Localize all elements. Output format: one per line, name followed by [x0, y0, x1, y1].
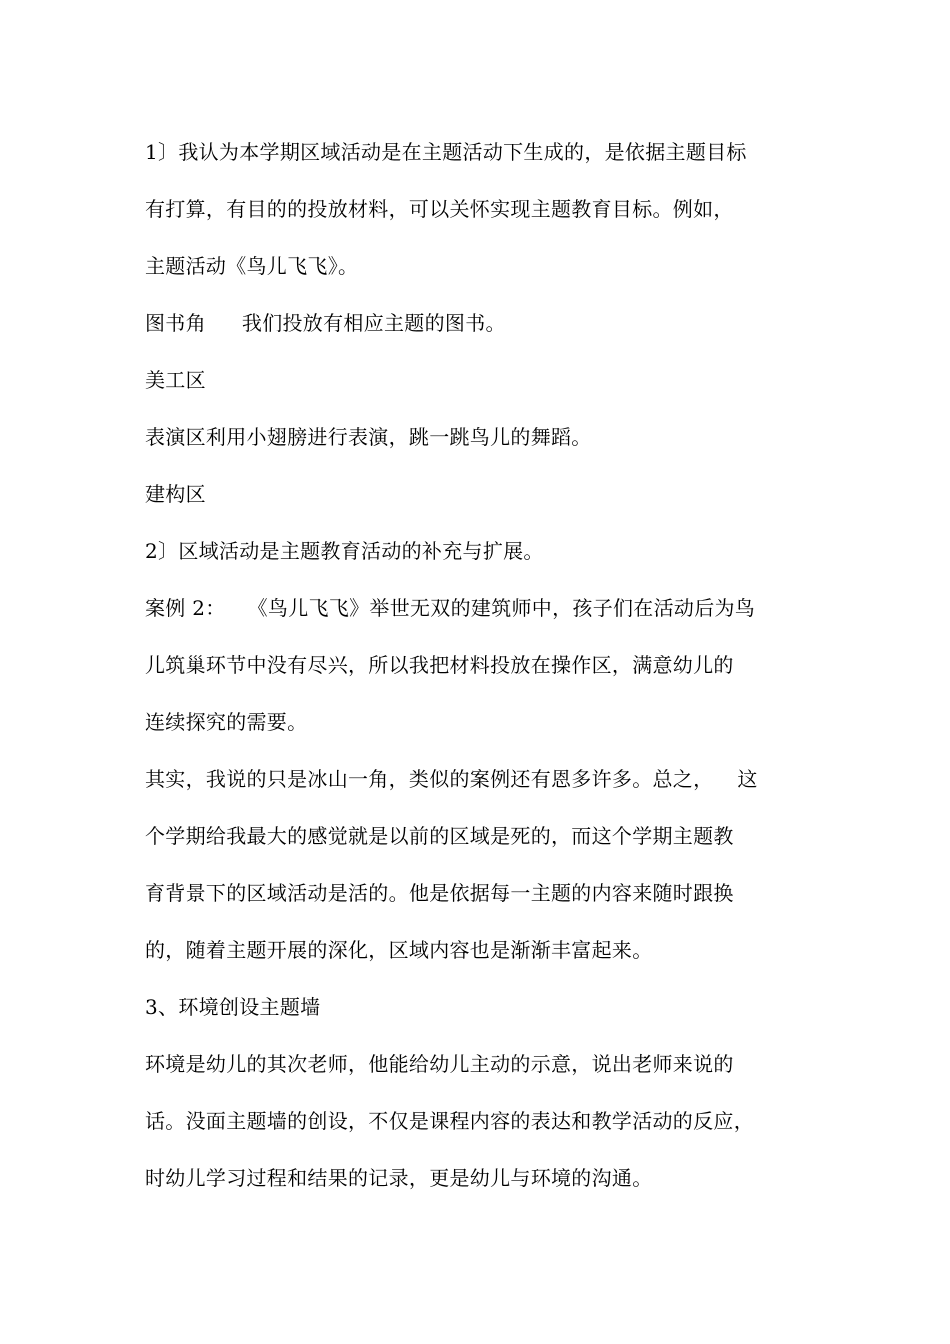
paragraph-line: 连续探究的需要。 — [145, 710, 308, 734]
section-label-art-area: 美工区 — [145, 368, 206, 392]
paragraph-line: 2〕区域活动是主题教育活动的补充与扩展。 — [145, 539, 544, 563]
line-tail: 这 — [737, 767, 758, 791]
section-label-book-corner: 图书角 — [145, 311, 206, 335]
paragraph-line: 儿筑巢环节中没有尽兴，所以我把材料投放在操作区，满意幼儿的 — [145, 653, 734, 677]
paragraph-line: 育背景下的区域活动是活的。他是依据每一主题的内容来随时跟换 — [145, 881, 734, 905]
case-text: 《鸟儿飞飞》举世无双的建筑师中，孩子们在活动后为鸟 — [247, 596, 756, 620]
section-label-construction-area: 建构区 — [145, 482, 206, 506]
paragraph-line: 有打算，有目的的投放材料，可以关怀实现主题教育目标。例如， — [145, 197, 734, 221]
line-text: 其实，我说的只是冰山一角，类似的案例还有恩多许多。总之， — [145, 767, 714, 791]
paragraph-line — [145, 308, 825, 338]
paragraph-line: 环境是幼儿的其次老师，他能给幼儿主动的示意，说出老师来说的 — [145, 1052, 734, 1076]
paragraph-line: 的，随着主题开展的深化，区域内容也是渐渐丰富起来。 — [145, 938, 653, 962]
paragraph-line: 个学期给我最大的感觉就是以前的区域是死的，而这个学期主题教 — [145, 824, 734, 848]
section-text: 我们投放有相应主题的图书。 — [241, 311, 506, 335]
paragraph-line: 话。没面主题墙的创设，不仅是课程内容的表达和教学活动的反应， — [145, 1109, 754, 1133]
paragraph-line — [145, 764, 825, 794]
paragraph-line: 主题活动《鸟儿飞飞》。 — [145, 254, 359, 278]
section-heading: 3、环境创设主题墙 — [145, 995, 321, 1019]
case-label: 案例 2： — [145, 596, 226, 620]
paragraph-line: 1〕我认为本学期区域活动是在主题活动下生成的，是依据主题目标 — [145, 140, 747, 164]
paragraph-line — [145, 593, 825, 623]
paragraph-line: 时幼儿学习过程和结果的记录，更是幼儿与环境的沟通。 — [145, 1166, 653, 1190]
paragraph-line: 表演区利用小翅膀进行表演，跳一跳鸟儿的舞蹈。 — [145, 425, 592, 449]
